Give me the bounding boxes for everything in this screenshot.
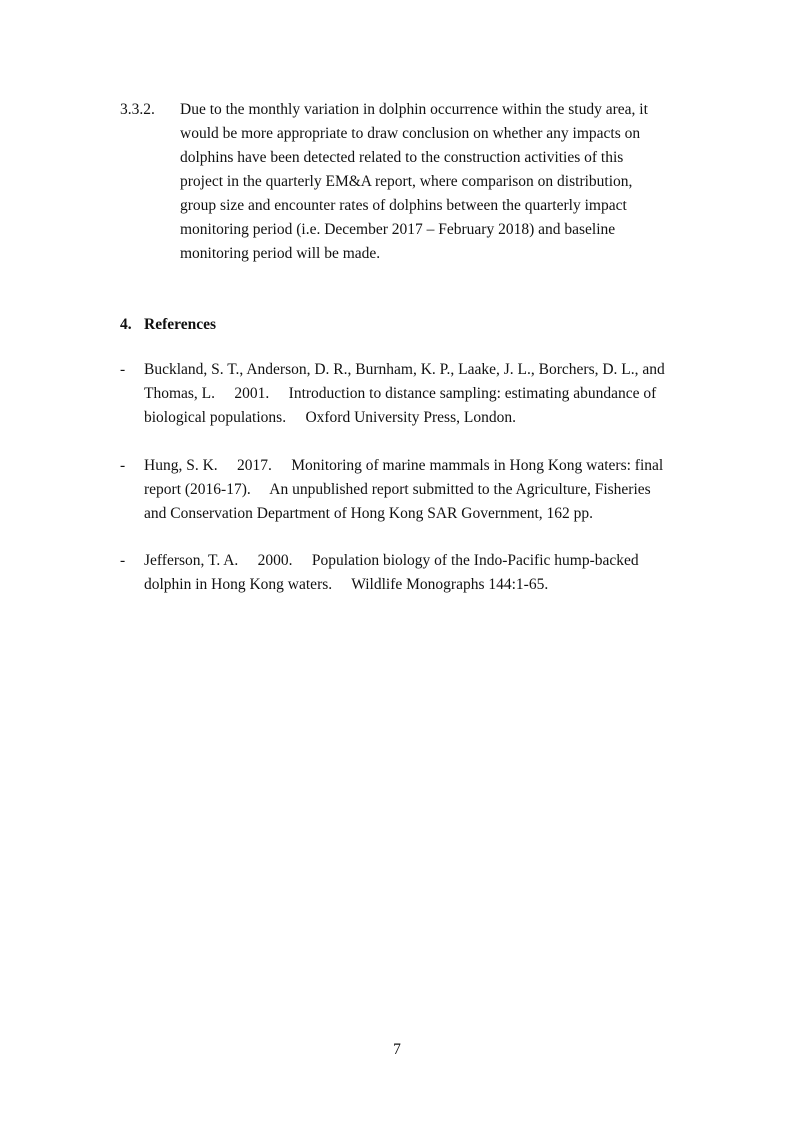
- reference-text: [144, 454, 704, 526]
- paragraph-line: Due to the monthly variation in dolphin occurrence within the study area, it: [180, 101, 648, 118]
- section-number: 4.: [120, 316, 132, 333]
- bullet-dash: -: [120, 457, 126, 474]
- reference-text: [144, 549, 704, 597]
- page-number: 7: [393, 1041, 401, 1058]
- paragraph-line: group size and encounter rates of dolphins between the quarterly impact: [180, 197, 627, 214]
- reference-line: Jefferson, T. A. 2000. Population biology of the Indo-Pacific hump-backed: [144, 552, 639, 569]
- paragraph-line: project in the quarterly EM&A report, where comparison on distribution,: [180, 173, 633, 190]
- references-heading: [120, 313, 216, 337]
- reference-line: Thomas, L. 2001. Introduction to distance sampling: estimating abundance of: [144, 385, 657, 402]
- paragraph-line: dolphins have been detected related to the construction activities of this: [180, 149, 624, 166]
- reference-line: report (2016-17). An unpublished report submitted to the Agriculture, Fisheries: [144, 481, 651, 498]
- reference-line: dolphin in Hong Kong waters. Wildlife Monographs 144:1-65.: [144, 576, 549, 593]
- reference-line: Hung, S. K. 2017. Monitoring of marine mammals in Hong Kong waters: final: [144, 457, 664, 474]
- paragraph-body: [180, 98, 700, 266]
- bullet-dash: -: [120, 552, 126, 569]
- paragraph-line: would be more appropriate to draw conclusion on whether any impacts on: [180, 125, 641, 142]
- reference-line: and Conservation Department of Hong Kong SAR Government, 162 pp.: [144, 505, 594, 522]
- bullet-dash: -: [120, 361, 126, 378]
- reference-text: [144, 358, 704, 430]
- reference-line: biological populations. Oxford University Press, London.: [144, 409, 516, 426]
- paragraph-number: 3.3.2.: [120, 101, 155, 118]
- reference-line: Buckland, S. T., Anderson, D. R., Burnham, K. P., Laake, J. L., Borchers, D. L., and: [144, 361, 665, 378]
- paragraph-line: monitoring period will be made.: [180, 245, 381, 262]
- paragraph-line: monitoring period (i.e. December 2017 – February 2018) and baseline: [180, 221, 616, 238]
- section-title: References: [144, 316, 217, 333]
